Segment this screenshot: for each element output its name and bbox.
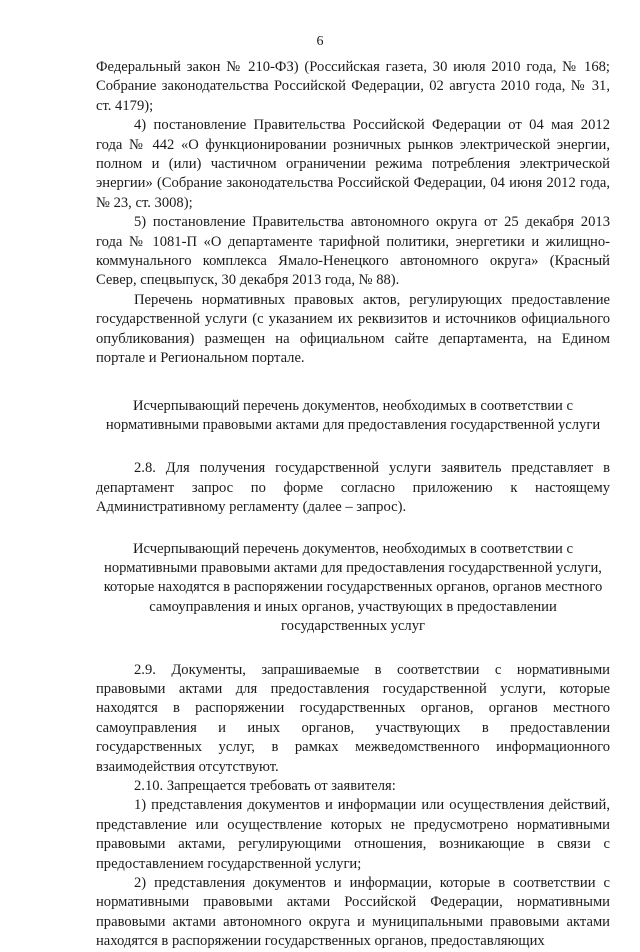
paragraph-2-9: 2.9. Документы, запрашиваемые в соответствии с нормативными правовыми актами для предоставления государственной услуги, которые находятся в распоряжении государственных органов, органов местного самоуправления и иных органов, участвующих в предоставлении государственных услуг, в рамках межведомственного информационного взаимодействия отсутствуют. <box>96 661 610 775</box>
paragraph-item-5: 5) постановление Правительства автономного округа от 25 декабря 2013 года № 1081-П «О департаменте тарифной политики, энергетики и жилищно-коммунального комплекса Ямало-Ненецкого автономного округа» (Красный Север, спецвыпуск, 30 декабря 2013 года, № 88). <box>96 214 610 289</box>
section-heading-documents-list: Исчерпывающий перечень документов, необходимых в соответствии с нормативными правовыми актами для предоставления государственной услуги <box>105 397 601 433</box>
paragraph-acts-list-location: Перечень нормативных правовых актов, регулирующих предоставление государственной услуги (с указанием их реквизитов и источников официального опубликования) размещен на официальном сайте департамента, на Едином портале и Региональном портале. <box>96 291 610 367</box>
paragraph-2-10-item-2: 2) представления документов и информации, которые в соответствии с нормативными правовыми актами Российской Федерации, нормативными правовыми актами автономного округа и муниципальными правовыми актами находятся в распоряжении государственных органов, предоставляющих <box>96 875 610 950</box>
paragraph-2-8: 2.8. Для получения государственной услуги заявитель представляет в департамент запрос по форме согласно приложению к настоящему Административному регламенту (далее – запрос). <box>96 460 610 516</box>
page-number: 6 <box>316 34 324 49</box>
paragraph-2-10-item-1: 1) представления документов и информации или осуществления действий, представление или осуществление которых не предусмотрено нормативными правовыми актами, регулирующими отношения, возникающие в связи с предоставлением государственной услуги; <box>96 797 610 872</box>
paragraph-2-10: 2.10. Запрещается требовать от заявителя: <box>134 778 396 794</box>
paragraph-item-4: 4) постановление Правительства Российской Федерации от 04 мая 2012 года № 442 «О функционировании розничных рынков электрической энергии, полном и (или) частичном ограничении режима потребления электрической энергии» (Собрание законодательства Российской Федерации, 04 июня 2012 года, № 23, ст. 3008); <box>96 117 610 211</box>
paragraph-law-210-continuation: Федеральный закон № 210-ФЗ) (Российская газета, 30 июля 2010 года, № 168; Собрание законодательства Российской Федерации, 02 августа 2010 года, № 31, ст. 4179); <box>96 59 610 114</box>
section-heading-interagency-documents: Исчерпывающий перечень документов, необходимых в соответствии с нормативными правовыми актами для предоставления государственной услуги, которые находятся в распоряжении государственных органов, органов местного самоуправления и иных органов, участвующих в предоставлении государственных услуг <box>103 540 603 635</box>
document-body <box>96 58 610 952</box>
